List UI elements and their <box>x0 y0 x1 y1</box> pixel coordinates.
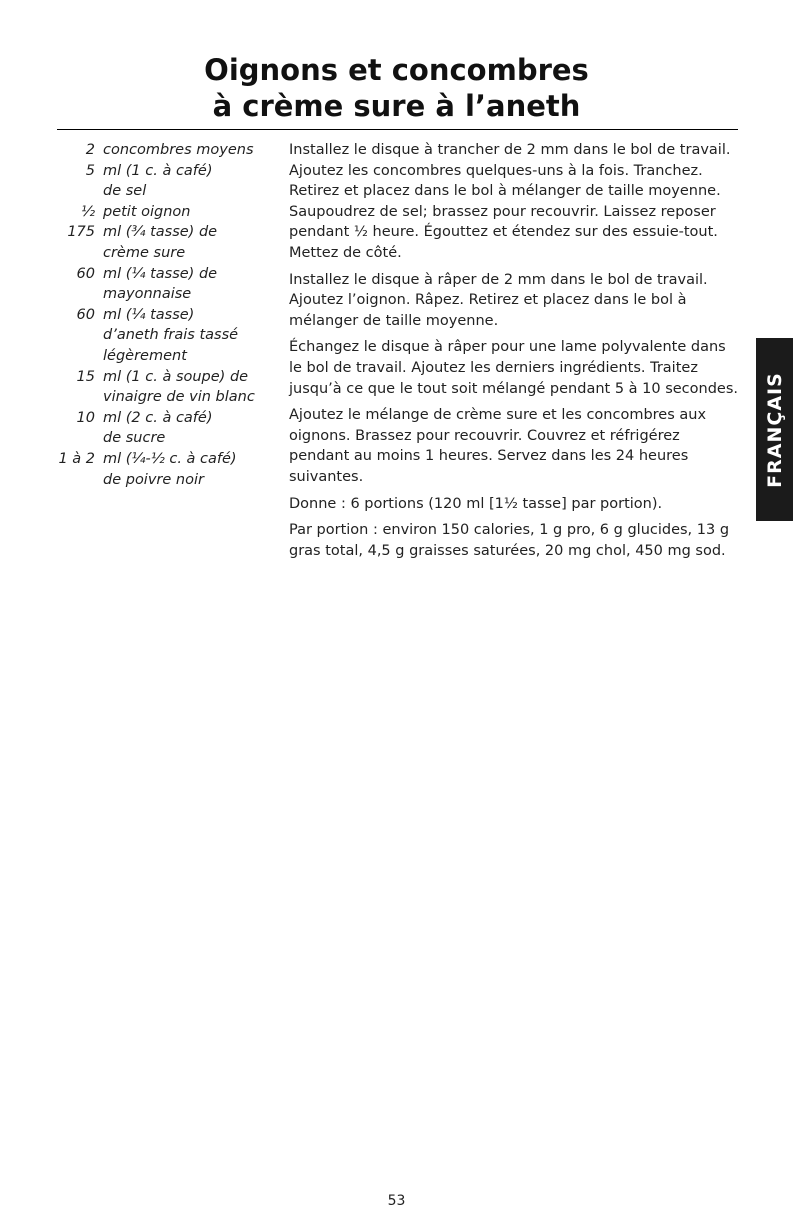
ingredient-line: légèrement <box>103 347 187 364</box>
ingredient-item <box>0 408 280 449</box>
ingredient-quantity: 60 <box>76 265 95 282</box>
ingredient-quantity: 1 à 2 <box>58 450 95 467</box>
ingredient-item <box>0 264 280 305</box>
ingredient-quantity: 60 <box>76 306 95 323</box>
ingredient-description <box>95 264 217 305</box>
ingredient-item <box>0 202 280 223</box>
ingredient-line: ml (¼ tasse) <box>103 306 195 323</box>
instruction-step: Installez le disque à râper de 2 mm dans le bol de travail. Ajoutez l’oignon. Râpez. Retirez et placez dans le bol à mélanger de taille moyenne. <box>289 271 708 329</box>
ingredient-line: vinaigre de vin blanc <box>103 389 255 406</box>
ingredient-description <box>95 367 255 408</box>
ingredient-line: de poivre noir <box>103 471 204 488</box>
ingredient-line: ml (¼ tasse) de <box>103 265 218 282</box>
instruction-step: Échangez le disque à râper pour une lame polyvalente dans le bol de travail. Ajoutez les derniers ingrédients. Traitez jusqu’à ce que le tout soit mélangé pendant 5 à 10 secondes. <box>289 339 739 397</box>
ingredient-line: concombres moyens <box>103 142 254 158</box>
ingredient-quantity: 175 <box>67 224 95 241</box>
ingredient-description <box>95 305 238 367</box>
title-divider <box>57 129 738 130</box>
recipe-title-line-1: Oignons et concombres <box>204 53 589 87</box>
ingredient-item <box>0 161 280 202</box>
yield-text: Donne : 6 portions (120 ml [1½ tasse] par portion). <box>289 495 663 512</box>
ingredient-item <box>0 305 280 367</box>
recipe-title <box>0 52 793 124</box>
ingredient-quantity: 10 <box>76 409 95 426</box>
ingredient-description <box>95 140 254 161</box>
ingredient-item <box>0 449 280 490</box>
ingredient-line: de sel <box>103 183 147 200</box>
ingredient-line: petit oignon <box>103 203 191 220</box>
ingredient-quantity: 5 <box>85 162 95 179</box>
ingredient-quantity: 2 <box>85 142 95 158</box>
instructions <box>289 140 739 567</box>
ingredient-line: ml (¾ tasse) de <box>103 224 218 241</box>
recipe-title-line-2: à crème sure à l’aneth <box>212 89 581 123</box>
instruction-step: Installez le disque à trancher de 2 mm dans le bol de travail. Ajoutez les concombres quelques-uns à la fois. Tranchez. Retirez et placez dans le bol à mélanger de taille moyenne. Saupoudrez de sel; brassez pour recouvrir. Laissez reposer pendant ½ heure. Égouttez et étendez sur des essuie-tout. Mettez de côté. <box>289 142 731 261</box>
ingredient-quantity: 15 <box>76 368 95 385</box>
language-tab-label: FRANÇAIS <box>763 371 786 488</box>
ingredient-line: crème sure <box>103 244 186 261</box>
nutrition-text: Par portion : environ 150 calories, 1 g pro, 6 g glucides, 13 g gras total, 4,5 g graisses saturées, 20 mg chol, 450 mg sod. <box>289 522 730 559</box>
ingredient-description <box>95 161 212 202</box>
page-number: 53 <box>387 1193 406 1209</box>
ingredient-item <box>0 367 280 408</box>
ingredient-line: ml (1 c. à café) <box>103 162 213 179</box>
ingredient-item <box>0 222 280 263</box>
ingredient-line: ml (2 c. à café) <box>103 409 213 426</box>
language-tab <box>756 338 793 521</box>
instruction-step: Ajoutez le mélange de crème sure et les concombres aux oignons. Brassez pour recouvrir. Couvrez et réfrigérez pendant au moins 1 heures. Servez dans les 24 heures suivantes. <box>289 407 707 485</box>
ingredient-line: d’aneth frais tassé <box>103 327 239 344</box>
ingredient-line: ml (¼-½ c. à café) <box>103 450 237 467</box>
ingredient-description <box>95 202 191 223</box>
ingredient-quantity: ½ <box>80 203 95 220</box>
ingredient-description <box>95 408 212 449</box>
ingredient-item <box>0 140 280 161</box>
ingredient-description <box>95 222 217 263</box>
ingredient-description <box>95 449 237 490</box>
ingredient-line: mayonnaise <box>103 286 192 303</box>
ingredient-line: de sucre <box>103 430 166 447</box>
ingredient-list <box>0 140 280 490</box>
ingredient-line: ml (1 c. à soupe) de <box>103 368 249 385</box>
